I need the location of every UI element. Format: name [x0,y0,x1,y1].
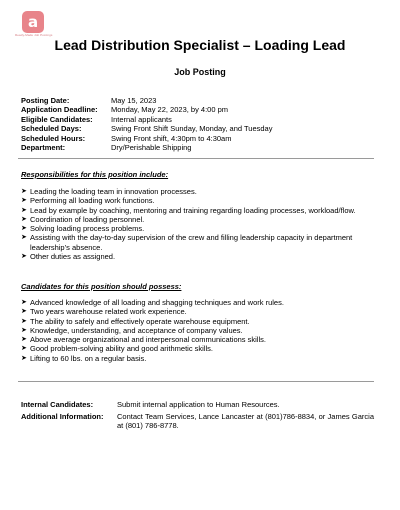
list-item: ➤ Advanced knowledge of all loading and shagging techniques and work rules. [21,298,284,307]
list-item: ➤ The ability to safely and effectively operate warehouse equipment. [21,316,250,326]
arrow-bullet-icon: ➤ [21,307,27,316]
info-value: Dry/Perishable Shipping [111,143,192,153]
info-label: Posting Date: [21,96,70,105]
arrow-bullet-icon: ➤ [21,353,27,362]
info-label: Application Deadline: [21,105,98,115]
letter-a-logo-icon: a [22,11,44,33]
qualifications-heading: Candidates for this position should possess: [21,282,182,291]
info-row-scheduled-hours [21,134,272,143]
responsibilities-heading: Responsibilities for this position include: [21,170,169,179]
arrow-bullet-icon: ➤ [21,233,27,242]
info-label: Scheduled Hours: [21,133,86,143]
contact-label: Internal Candidates: [21,400,94,409]
responsibilities-list [21,187,379,261]
info-value: Swing Front shift, 4:30pm to 4:30am [111,133,232,143]
list-item: ➤ Good problem-solving ability and good arithmetic skills. [21,344,214,354]
arrow-bullet-icon: ➤ [21,252,27,261]
list-item: ➤ Lead by example by coaching, mentoring and training regarding loading processes, workload/flow. [21,205,356,215]
list-item: ➤ Solving loading process problems. [21,224,145,234]
arrow-bullet-icon: ➤ [21,205,27,214]
list-item: ➤ Performing all loading work functions. [21,196,155,206]
arrow-bullet-icon: ➤ [21,344,27,353]
arrow-bullet-icon: ➤ [21,335,27,344]
list-item: ➤ Above average organizational and interpersonal communications skills. [21,335,266,345]
info-label: Scheduled Days: [21,124,82,134]
contact-row-internal-candidates [21,400,374,410]
info-label: Eligible Candidates: [21,114,93,124]
contact-label: Additional Information: [21,411,104,421]
list-item: ➤ Other duties as assigned. [21,252,116,262]
info-value: Internal applicants [111,114,172,124]
qualifications-list [21,298,379,363]
contact-info [21,400,374,433]
list-item: ➤ Assisting with the day-to-day supervision of the crew and filling leadership capacity in department leadership’s absence. [21,233,353,252]
info-value: Swing Front Shift Sunday, Monday, and Tuesday [111,124,273,134]
arrow-bullet-icon: ➤ [21,298,27,306]
arrow-bullet-icon: ➤ [21,196,27,205]
section-divider [18,381,374,382]
info-row-posting-date [21,96,272,105]
contact-value: Submit internal application to Human Resources. [117,400,280,409]
info-row-scheduled-days [21,124,272,133]
arrow-bullet-icon: ➤ [21,316,27,325]
logo-caption: Ready-Made Job Postings [15,33,53,37]
info-label: Department: [21,143,66,153]
page-subtitle: Job Posting [174,67,226,77]
arrow-bullet-icon: ➤ [21,325,27,334]
arrow-bullet-icon: ➤ [21,224,27,233]
info-value: Monday, May 22, 2023, by 4:00 pm [111,105,229,115]
posting-info [21,96,272,152]
list-item: ➤ Two years warehouse related work experience. [21,307,187,317]
list-item: ➤ Lifting to 60 lbs. on a regular basis. [21,353,147,363]
info-row-department [21,143,272,152]
arrow-bullet-icon: ➤ [21,214,27,223]
contact-value: Contact Team Services, Lance Lancaster at (801)786-8834, or James Garcia at (801) 786-8778. [117,411,374,430]
info-row-application-deadline [21,105,272,114]
list-item: ➤ Knowledge, understanding, and acceptance of company values. [21,325,243,335]
list-item: ➤ Leading the loading team in innovation processes. [21,187,197,196]
info-row-eligible-candidates [21,115,272,124]
list-item: ➤ Coordination of loading personnel. [21,214,145,224]
contact-row-additional-information [21,412,374,431]
page-title: Lead Distribution Specialist – Loading Lead [54,37,346,53]
info-value: May 15, 2023 [111,96,157,105]
section-divider [18,158,374,159]
arrow-bullet-icon: ➤ [21,187,27,195]
